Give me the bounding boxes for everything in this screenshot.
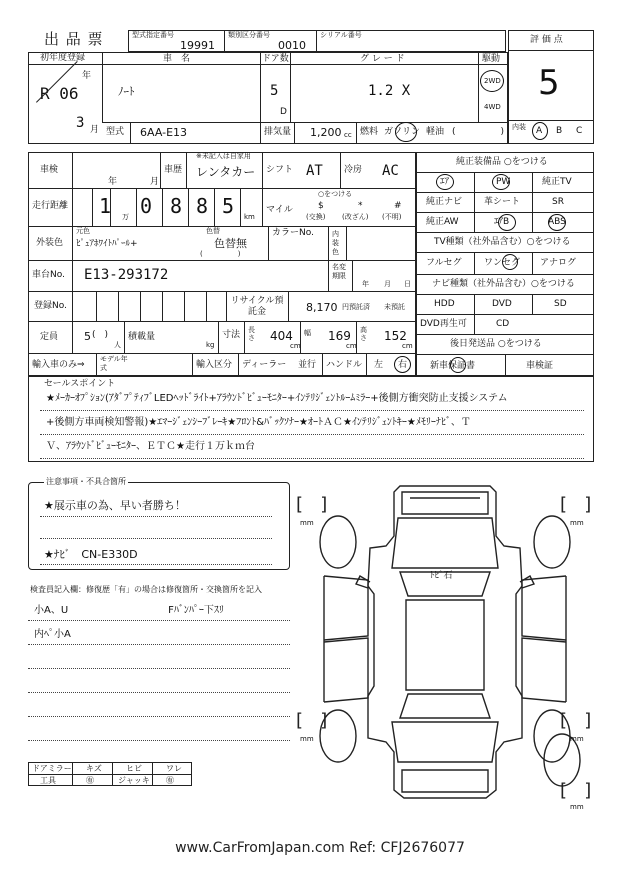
shift-value: AT bbox=[306, 163, 323, 179]
interior-grade-c: C bbox=[576, 126, 583, 136]
equip-circle bbox=[498, 214, 516, 231]
tv-label: TV種類（社外品含む）○をつける bbox=[434, 237, 571, 247]
doors-label: ドア数 bbox=[262, 54, 289, 64]
displacement-label: 排気量 bbox=[264, 127, 292, 137]
ac-label: 冷房 bbox=[344, 165, 363, 175]
name-change-label: 名変期限 bbox=[332, 263, 346, 280]
recycle-amount: 8,170 bbox=[306, 301, 338, 314]
shift-label: シフト bbox=[266, 165, 294, 175]
shaken-label: 車検 bbox=[40, 165, 59, 175]
footer-reference: www.CarFromJapan.com Ref: CFJ2676077 bbox=[175, 840, 465, 856]
score-value: 5 bbox=[538, 63, 560, 103]
mileage-digit: 5 bbox=[222, 194, 235, 218]
width-value: 169 bbox=[328, 329, 351, 343]
sales-line: ★ﾒｰｶｰｵﾌﾟｼｮﾝ(ｱﾀﾞﾌﾟﾃｨﾌﾞLEDﾍｯﾄﾞﾗｲﾄ+ｱﾗｳﾝﾄﾞﾋﾞｭｰﾓﾆﾀｰ+ｲﾝﾃﾘｼﾞｪﾝﾄﾙｰﾑﾐﾗｰ+後側方衝突防止支援システム bbox=[46, 393, 508, 404]
length-value: 404 bbox=[270, 329, 293, 343]
mileage-label: 走行距離 bbox=[32, 201, 69, 211]
form-title: 出 品 票 bbox=[44, 30, 104, 48]
docs-label: 後日発送品 ○をつける bbox=[450, 339, 542, 349]
navi-label: ナビ種類（社外品含む）○をつける bbox=[432, 279, 575, 289]
notes-line: ★展示車の為、早い者勝ち！ bbox=[44, 499, 186, 512]
fuel-label: 燃料 bbox=[360, 127, 379, 137]
inspector-label: 検査員記入欄：修復歴「有」の場合は修復箇所・交換箇所を記入 bbox=[30, 585, 262, 594]
equip-abs: ABS bbox=[548, 217, 566, 227]
history-label: 車歴 bbox=[164, 165, 183, 175]
capacity-value: 5 bbox=[84, 330, 91, 343]
tire-bracket-fl: [ ] bbox=[296, 494, 328, 515]
interior-grade-a: A bbox=[536, 126, 543, 136]
model-no-label: 型式指定番号 bbox=[132, 31, 174, 39]
equip-leather: 革シート bbox=[484, 197, 521, 207]
car-damage-diagram bbox=[290, 476, 600, 806]
tv-oneseg: ワンセグ bbox=[484, 258, 521, 268]
class-no: 0010 bbox=[278, 39, 306, 52]
fuel-gasoline-circle bbox=[395, 122, 417, 142]
car-name: ﾉｰﾄ bbox=[118, 85, 135, 98]
color-label: 外装色 bbox=[36, 238, 64, 248]
inspector-line: 小A、U Fﾊﾞﾝﾊﾟｰ下ｽﾘ bbox=[34, 605, 224, 616]
equip-navi: 純正ナビ bbox=[426, 197, 463, 207]
equip-circle bbox=[492, 174, 510, 190]
navi-hdd: HDD bbox=[434, 299, 455, 309]
interior-color-label: 内装色 bbox=[332, 230, 339, 256]
handle-right: 右 bbox=[398, 360, 408, 370]
height-value: 152 bbox=[384, 329, 407, 343]
tv-analog: アナログ bbox=[540, 258, 577, 268]
grade-value: 1.2 X bbox=[368, 83, 411, 99]
sales-line: +後側方車両検知警報)★ｴﾏｰｼﾞｪﾝｼｰﾌﾞﾚｰｷ★ﾌﾛﾝﾄ&ﾊﾞｯｸｿﾅｰ★ｵｰﾄＡＣ★ｲﾝﾃﾘｼﾞｪﾝﾄｷｰ★ﾒﾓﾘｰﾅﾋﾞ、Ｔ bbox=[46, 417, 471, 428]
equip-sr: SR bbox=[552, 197, 564, 207]
score-label: 評 価 点 bbox=[530, 35, 563, 45]
equip-aircon: ｴｱ bbox=[440, 177, 450, 187]
first-reg-month: 3 bbox=[76, 115, 85, 131]
equip-pw: PW bbox=[496, 177, 511, 187]
mileage-digit: 8 bbox=[196, 194, 209, 218]
tire-bracket-fr: [ ] bbox=[560, 494, 592, 515]
first-reg-year: R 06 bbox=[40, 84, 79, 103]
mileage-digit: 0 bbox=[140, 194, 153, 218]
class-no-label: 類別区分番号 bbox=[228, 31, 270, 39]
genuine-label: 純正装備品 ○をつける bbox=[456, 157, 548, 167]
fuel-value: ガソリン bbox=[384, 127, 421, 137]
inspector-line: 内ﾍﾟ小A bbox=[34, 629, 71, 640]
tire-bracket-rl: [ ] bbox=[296, 710, 328, 731]
ac-value: AC bbox=[382, 163, 399, 179]
mileage-digit: 8 bbox=[170, 194, 183, 218]
color-no-label: カラーNo. bbox=[272, 228, 314, 238]
sales-label: セールスポイント bbox=[44, 379, 116, 389]
handle-right-circle bbox=[394, 356, 411, 373]
drive-label: 駆動 bbox=[482, 54, 501, 64]
docs-circle bbox=[450, 357, 466, 373]
serial-label: シリアル番号 bbox=[320, 31, 362, 39]
chassis-value: E13-293172 bbox=[84, 267, 169, 283]
type-label: 型式 bbox=[106, 127, 125, 137]
interior-grade-circle bbox=[532, 122, 548, 140]
mileage-digit: 1 bbox=[99, 194, 112, 218]
dvd-play-label: DVD再生可 bbox=[420, 319, 467, 329]
history-value: レンタカー bbox=[196, 165, 256, 179]
meter-label: マイル bbox=[266, 205, 293, 215]
notes-line: ★ﾅﾋﾞ CN-E330D bbox=[44, 548, 138, 561]
docs-warranty: 新車保証書 bbox=[430, 361, 476, 371]
model-no: 19991 bbox=[180, 39, 215, 52]
tire-bracket-spare: [ ] bbox=[560, 780, 592, 801]
equip-circle bbox=[436, 174, 454, 190]
equip-tv: 純正TV bbox=[542, 177, 572, 187]
recycle-label: リサイクル預託金 bbox=[230, 296, 284, 317]
displacement-value: 1,200 bbox=[310, 126, 342, 139]
navi-dvd: DVD bbox=[492, 299, 512, 309]
sales-line: Ｖ、ｱﾗｳﾝﾄﾞﾋﾞｭｰﾓﾆﾀｰ、ＥＴＣ★走行１万ｋｍ台 bbox=[46, 441, 255, 452]
chassis-label: 車台No. bbox=[32, 270, 65, 280]
grade-label: グ レ ー ド bbox=[360, 54, 405, 64]
color-change-value: 色替無 bbox=[214, 237, 247, 250]
navi-sd: SD bbox=[554, 299, 567, 309]
capacity-label: 定員 bbox=[40, 332, 59, 342]
windshield-note: ﾄﾋﾞ石 bbox=[430, 571, 453, 581]
orig-color-value: ﾋﾟｭｱﾎﾜｲﾄﾊﾟｰﾙ+ bbox=[76, 239, 138, 249]
equip-aw: 純正AW bbox=[426, 217, 459, 227]
tv-circle bbox=[502, 254, 518, 270]
navi-cd: CD bbox=[496, 319, 510, 329]
load-label: 積載量 bbox=[128, 332, 156, 342]
docs-shaken: 車検証 bbox=[526, 361, 554, 371]
tv-fullseg: フルセグ bbox=[426, 258, 462, 268]
notes-label: 注意事項・不具合箇所 bbox=[46, 477, 126, 486]
first-reg-label: 初年度登録 bbox=[40, 53, 86, 63]
equip-airbag: ｴｱB bbox=[494, 217, 510, 227]
reg-label: 登録No. bbox=[34, 301, 67, 311]
doors-value: 5 bbox=[270, 83, 279, 99]
tire-bracket-rr: [ ] bbox=[560, 710, 592, 731]
type-value: 6AA-E13 bbox=[140, 126, 188, 139]
car-name-label: 車 名 bbox=[163, 54, 191, 64]
equip-circle bbox=[548, 214, 566, 231]
import-label: 輸入車のみ⇒ bbox=[32, 360, 85, 370]
dims-label: 寸法 bbox=[222, 330, 241, 340]
interior-grade-b: B bbox=[556, 126, 563, 136]
